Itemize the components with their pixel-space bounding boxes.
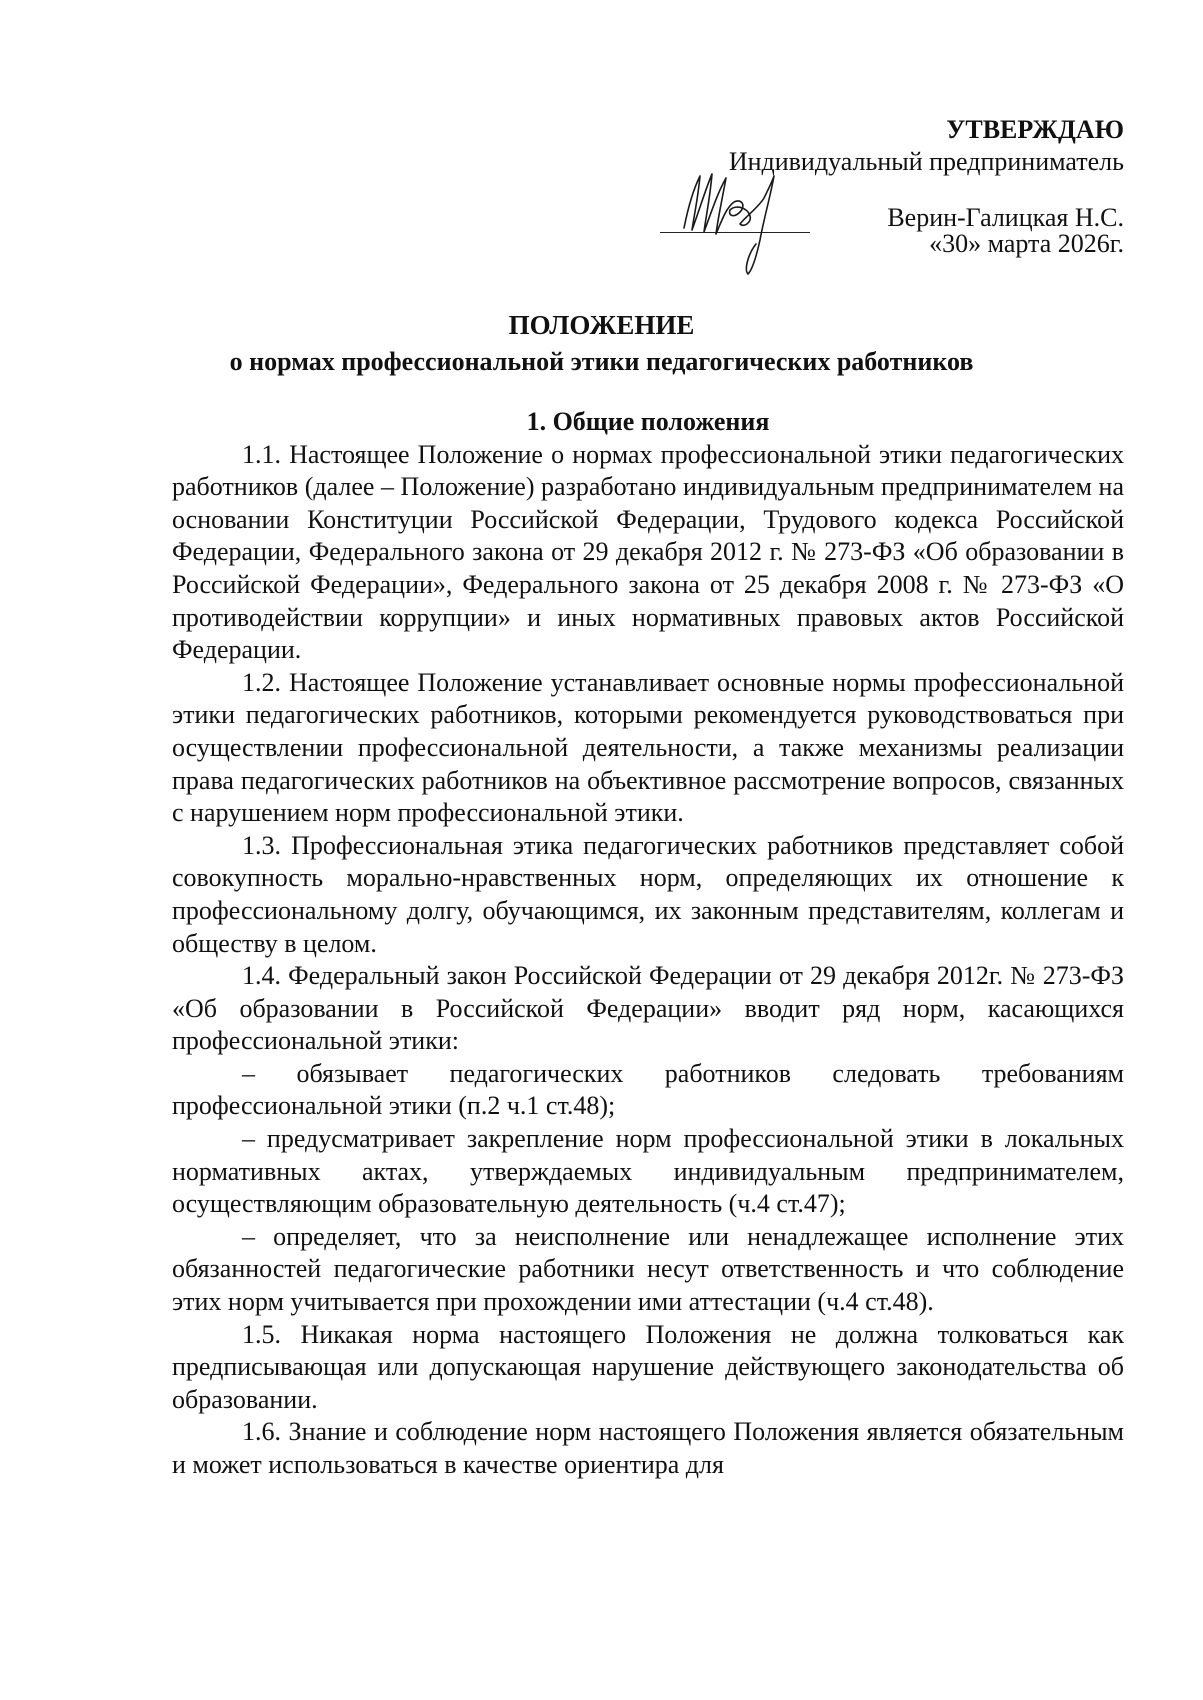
approval-block bbox=[604, 114, 1124, 260]
list-item: – определяет, что за неисполнение или ненадлежащее исполнение этих обязанностей педагогические работники несут ответственность и что соблюдение этих норм учитывается при прохождении ими аттестации (ч.4 ст.48). bbox=[172, 1221, 1124, 1317]
list-item: – обязывает педагогических работников следовать требованиям профессиональной этики (п.2 ч.1 ст.48); bbox=[172, 1058, 1124, 1121]
paragraph-1-2: 1.2. Настоящее Положение устанавливает основные нормы профессиональной этики педагогических работников, которыми рекомендуется руководствоваться при осуществлении профессиональной деятельности, а также механизмы реализации права педагогических работников на объективное рассмотрение вопросов, связанных с нарушением норм профессиональной этики. bbox=[172, 667, 1124, 828]
paragraph-1-3: 1.3. Профессиональная этика педагогических работников представляет собой совокупность морально-нравственных норм, определяющих их отношение к профессиональному долгу, обучающимся, их законным представителям, коллегам и обществу в целом. bbox=[172, 830, 1124, 958]
approval-title: УТВЕРЖДАЮ bbox=[946, 115, 1124, 144]
signer-name: Верин-Галицкая Н.С. bbox=[887, 203, 1124, 232]
paragraph-1-4: 1.4. Федеральный закон Российской Федерации от 29 декабря 2012г. № 273-ФЗ «Об образовании в Российской Федерации» вводит ряд норм, касающихся профессиональной этики: bbox=[172, 961, 1124, 1056]
document-body bbox=[172, 406, 1124, 1482]
paragraph-1-6: 1.6. Знание и соблюдение норм настоящего Положения является обязательным и может использоваться в качестве ориентира для bbox=[172, 1417, 1124, 1479]
paragraph-1-1: 1.1. Настоящее Положение о нормах профессиональной этики педагогических работников (далее – Положение) разработано индивидуальным предпринимателем на основании Конституции Российской Федерации, Трудового кодекса Российской Федерации, Федерального закона от 29 декабря 2012 г. № 273-ФЗ «Об образовании в Российской Федерации», Федерального закона от 25 декабря 2008 г. № 273-ФЗ «О противодействии коррупции» и иных нормативных правовых актов Российской Федерации. bbox=[172, 439, 1124, 665]
signature-line bbox=[604, 194, 1124, 242]
list-item: – предусматривает закрепление норм профессиональной этики в локальных нормативных актах, утверждаемых индивидуальным предпринимателем, осуществляющим образовательную деятельность (ч.4 ст.47); bbox=[172, 1124, 1124, 1219]
section-heading: 1. Общие положения bbox=[526, 407, 770, 436]
document-title: ПОЛОЖЕНИЕ bbox=[508, 310, 695, 340]
paragraph-1-5: 1.5. Никакая норма настоящего Положения не должна толковаться как предписывающая или допускающая нарушение действующего законодательства об образовании. bbox=[172, 1319, 1124, 1414]
approver-position: Индивидуальный предприниматель bbox=[728, 147, 1124, 176]
approval-date: «30» марта 2026г. bbox=[929, 229, 1124, 258]
document-subtitle: о нормах профессиональной этики педагогических работников bbox=[229, 347, 974, 376]
handwritten-signature bbox=[664, 158, 814, 278]
